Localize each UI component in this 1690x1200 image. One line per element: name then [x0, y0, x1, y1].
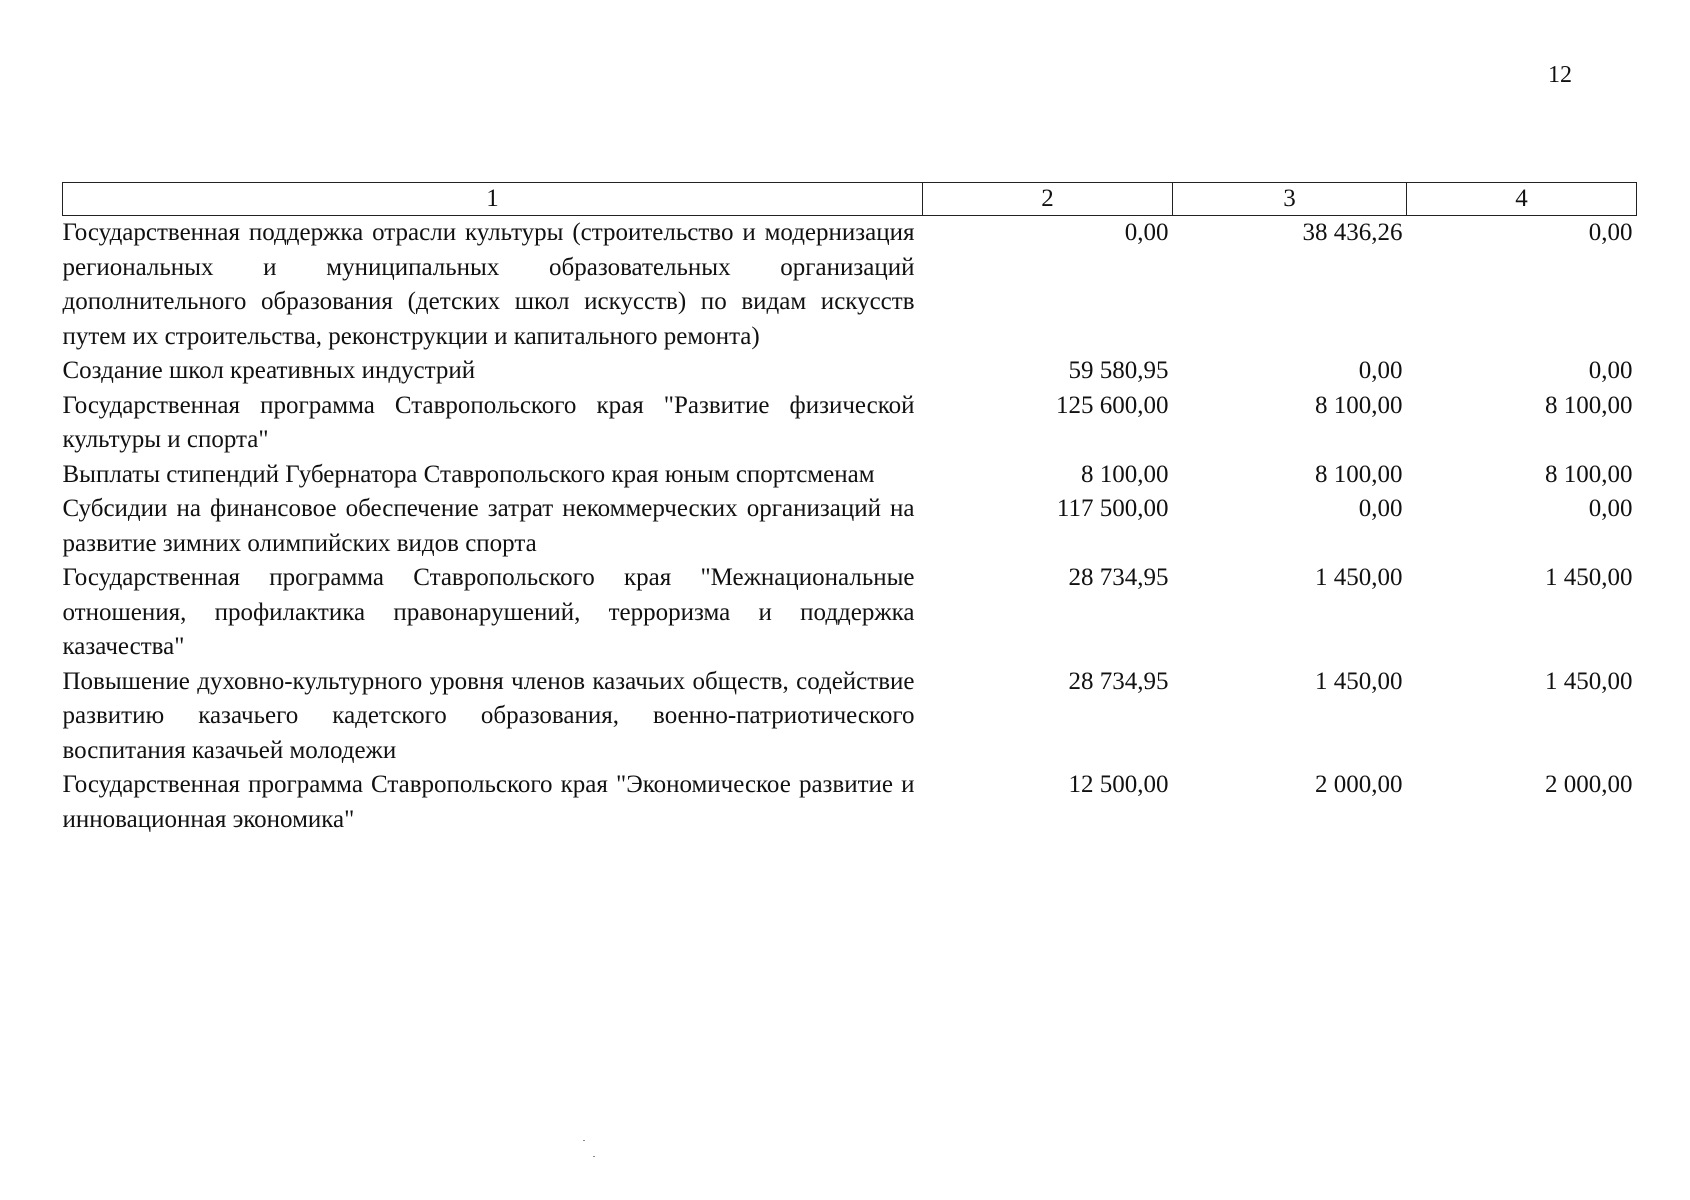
row-name: Государственная программа Ставропольского края "Межнациональные отношения, профилактика правонарушений, терроризма и поддержка казачества" — [62, 564, 915, 660]
row-value-col2: 28 734,95 — [1068, 564, 1169, 591]
scan-speck-mark — [583, 1140, 599, 1158]
table-body — [63, 216, 1637, 838]
header-row — [63, 183, 1637, 216]
budget-table — [62, 182, 1637, 837]
row-value-col4: 8 100,00 — [1545, 460, 1633, 488]
budget-table-container — [62, 182, 1636, 837]
row-value-col4: 0,00 — [1588, 219, 1633, 246]
row-name: Государственная поддержка отрасли культуры (строительство и модернизация региональных и муниципальных образовательных организаций дополнительного образования (детских школ искусств) по видам искусств путем их строительства, реконструкции и капитального ремонта) — [62, 219, 915, 350]
row-value-col2: 59 580,95 — [1068, 357, 1169, 384]
row-value-col3: 2 000,00 — [1315, 771, 1403, 798]
row-value-col3: 38 436,26 — [1302, 219, 1403, 246]
row-name: Государственная программа Ставропольского края "Экономическое развитие и инновационная экономика" — [62, 771, 915, 833]
row-value-col3: 0,00 — [1358, 495, 1403, 522]
column-header-2: 2 — [923, 183, 1173, 216]
row-value-col2: 12 500,00 — [1068, 771, 1169, 798]
column-header-1: 1 — [63, 183, 923, 216]
row-name: Государственная программа Ставропольского края "Развитие физической культуры и спорта" — [62, 391, 915, 453]
table-row — [63, 768, 1637, 837]
row-value-col3: 1 450,00 — [1315, 667, 1403, 695]
row-value-col4: 1 450,00 — [1545, 564, 1633, 591]
row-value-col3: 1 450,00 — [1315, 564, 1403, 591]
row-name: Выплаты стипендий Губернатора Ставропольского края юным спортсменам — [62, 460, 875, 488]
table-row — [63, 665, 1637, 769]
column-header-3: 3 — [1173, 183, 1407, 216]
row-name: Создание школ креативных индустрий — [62, 357, 476, 384]
row-value-col4: 1 450,00 — [1545, 667, 1633, 695]
row-value-col2: 0,00 — [1124, 219, 1169, 246]
row-value-col2: 125 600,00 — [1056, 391, 1169, 419]
row-value-col3: 8 100,00 — [1315, 391, 1403, 419]
row-value-col2: 28 734,95 — [1068, 667, 1169, 695]
table-row — [63, 354, 1637, 389]
row-value-col4: 0,00 — [1588, 357, 1633, 384]
row-value-col2: 8 100,00 — [1081, 460, 1169, 488]
row-value-col3: 8 100,00 — [1315, 460, 1403, 488]
row-value-col4: 8 100,00 — [1545, 391, 1633, 419]
table-row — [63, 389, 1637, 458]
row-value-col2: 117 500,00 — [1056, 495, 1169, 522]
table-row — [63, 492, 1637, 561]
table-header — [63, 183, 1637, 216]
row-value-col3: 0,00 — [1358, 357, 1403, 384]
table-row — [63, 561, 1637, 665]
row-value-col4: 0,00 — [1588, 495, 1633, 522]
table-row — [63, 458, 1637, 493]
table-row — [63, 216, 1637, 355]
row-name: Повышение духовно-культурного уровня членов казачьих обществ, содействие развитию казачьего кадетского образования, военно-патриотического воспитания казачьей молодежи — [62, 667, 915, 764]
row-value-col4: 2 000,00 — [1545, 771, 1633, 798]
column-header-4: 4 — [1407, 183, 1637, 216]
row-name: Субсидии на финансовое обеспечение затрат некоммерческих организаций на развитие зимних олимпийских видов спорта — [62, 495, 915, 557]
page-number: 12 — [1548, 62, 1572, 88]
